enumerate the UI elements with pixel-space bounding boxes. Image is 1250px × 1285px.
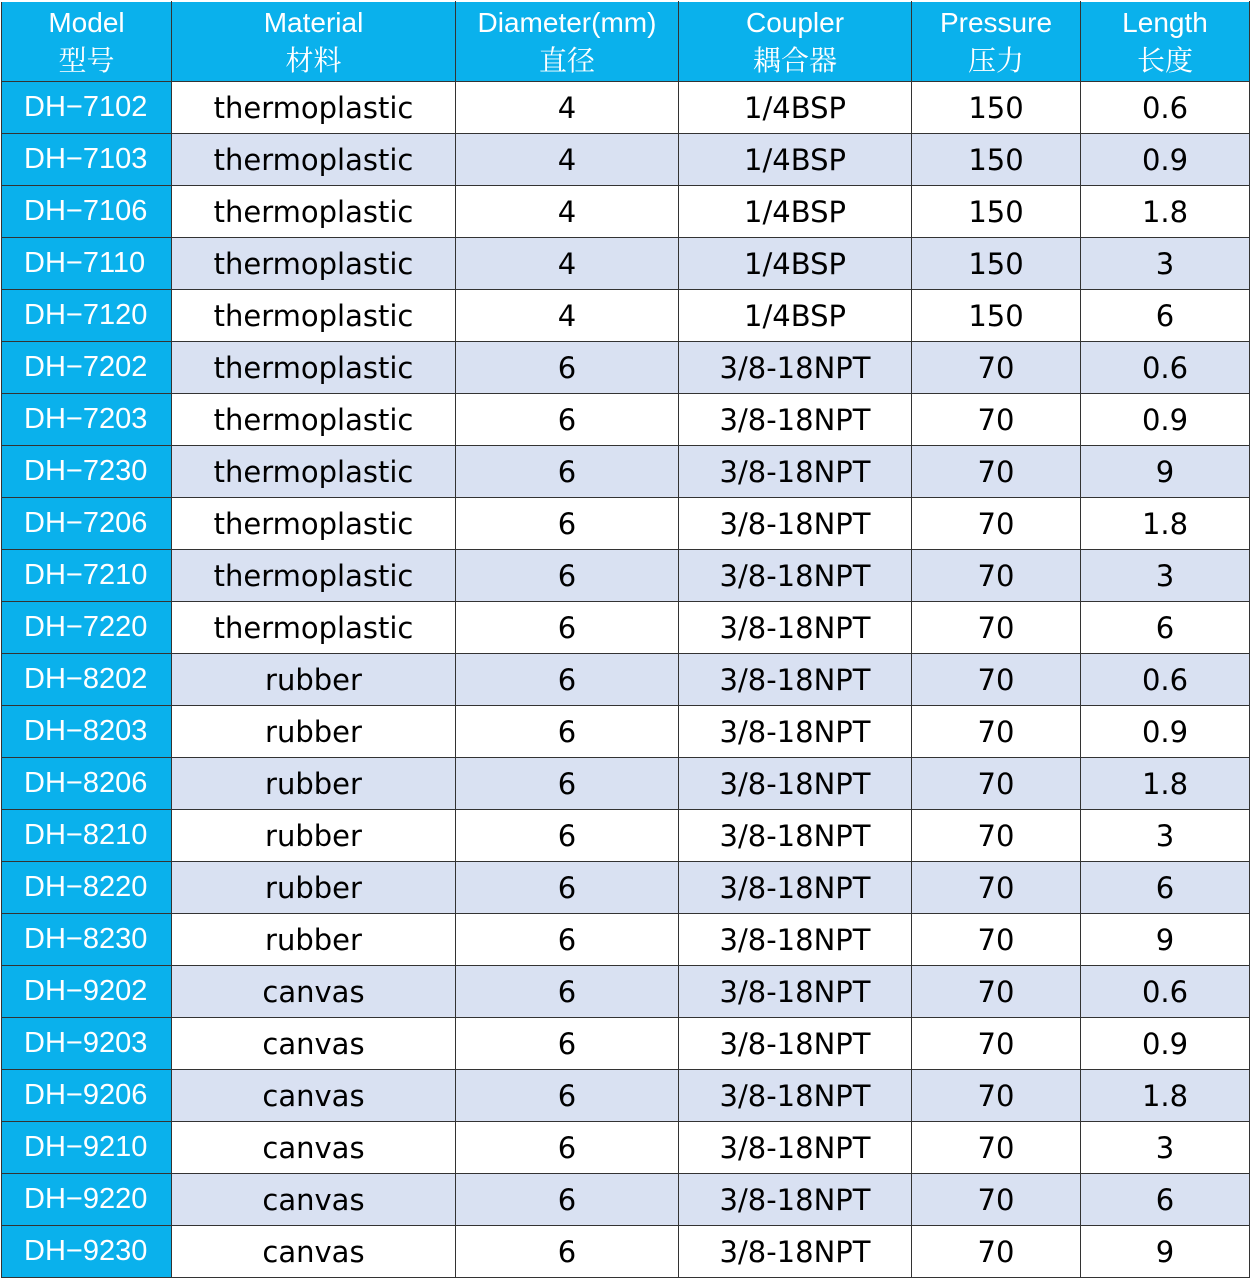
- cell-material: thermoplastic: [172, 394, 456, 446]
- cell-pressure: 70: [912, 602, 1081, 654]
- table-row: [2, 446, 1250, 498]
- cell-length: 0.9: [1081, 706, 1250, 758]
- cell-model: DH−7106: [2, 186, 172, 238]
- cell-coupler: 1/4BSP: [679, 134, 912, 186]
- cell-coupler: 3/8-18NPT: [679, 862, 912, 914]
- table-row: [2, 706, 1250, 758]
- table-row: [2, 498, 1250, 550]
- cell-model: DH−9203: [2, 1018, 172, 1070]
- cell-model: DH−7103: [2, 134, 172, 186]
- cell-material: thermoplastic: [172, 134, 456, 186]
- cell-length: 0.9: [1081, 134, 1250, 186]
- cell-material: thermoplastic: [172, 290, 456, 342]
- header-length: [1081, 2, 1250, 82]
- header-label-en: Coupler: [745, 6, 845, 38]
- cell-length: 6: [1081, 862, 1250, 914]
- table-row: [2, 602, 1250, 654]
- table-row: [2, 758, 1250, 810]
- cell-model: DH−8206: [2, 758, 172, 810]
- table-header: [2, 2, 1250, 82]
- cell-model: DH−7202: [2, 342, 172, 394]
- cell-diameter: 6: [456, 498, 679, 550]
- cell-length: 6: [1081, 1174, 1250, 1226]
- cell-material: thermoplastic: [172, 82, 456, 134]
- header-label-en: Model: [48, 6, 125, 38]
- table-row: [2, 186, 1250, 238]
- header-label-en: Length: [1122, 6, 1208, 38]
- cell-coupler: 3/8-18NPT: [679, 1122, 912, 1174]
- cell-model: DH−8220: [2, 862, 172, 914]
- cell-diameter: 4: [456, 290, 679, 342]
- cell-length: 0.6: [1081, 654, 1250, 706]
- cell-coupler: 3/8-18NPT: [679, 1018, 912, 1070]
- cell-material: rubber: [172, 862, 456, 914]
- table-row: [2, 1018, 1250, 1070]
- cell-length: 0.9: [1081, 394, 1250, 446]
- cell-diameter: 6: [456, 1226, 679, 1278]
- cell-pressure: 70: [912, 550, 1081, 602]
- cell-length: 9: [1081, 446, 1250, 498]
- cell-length: 0.6: [1081, 966, 1250, 1018]
- cell-model: DH−9230: [2, 1226, 172, 1278]
- cell-pressure: 70: [912, 810, 1081, 862]
- cell-material: canvas: [172, 1070, 456, 1122]
- cell-diameter: 4: [456, 82, 679, 134]
- cell-pressure: 70: [912, 966, 1081, 1018]
- table-row: [2, 654, 1250, 706]
- cell-model: DH−7120: [2, 290, 172, 342]
- cell-material: rubber: [172, 654, 456, 706]
- table-row: [2, 1070, 1250, 1122]
- cell-length: 9: [1081, 1226, 1250, 1278]
- cell-material: canvas: [172, 1018, 456, 1070]
- table-body: [2, 82, 1250, 1278]
- cell-coupler: 3/8-18NPT: [679, 1226, 912, 1278]
- cell-length: 3: [1081, 810, 1250, 862]
- table-row: [2, 1226, 1250, 1278]
- cell-coupler: 3/8-18NPT: [679, 914, 912, 966]
- cell-length: 3: [1081, 1122, 1250, 1174]
- cell-coupler: 3/8-18NPT: [679, 1070, 912, 1122]
- cell-pressure: 70: [912, 706, 1081, 758]
- cell-diameter: 6: [456, 810, 679, 862]
- table-row: [2, 290, 1250, 342]
- cell-coupler: 3/8-18NPT: [679, 394, 912, 446]
- cell-diameter: 6: [456, 966, 679, 1018]
- header-coupler: [679, 2, 912, 82]
- cell-pressure: 150: [912, 238, 1081, 290]
- cell-material: thermoplastic: [172, 342, 456, 394]
- cell-pressure: 70: [912, 654, 1081, 706]
- cell-pressure: 70: [912, 914, 1081, 966]
- table-row: [2, 394, 1250, 446]
- cell-diameter: 4: [456, 238, 679, 290]
- cell-diameter: 6: [456, 706, 679, 758]
- cell-pressure: 70: [912, 1226, 1081, 1278]
- cell-model: DH−9220: [2, 1174, 172, 1226]
- table-row: [2, 966, 1250, 1018]
- header-diameter: [456, 2, 679, 82]
- cell-pressure: 70: [912, 1122, 1081, 1174]
- cell-material: rubber: [172, 810, 456, 862]
- cell-coupler: 3/8-18NPT: [679, 654, 912, 706]
- cell-coupler: 3/8-18NPT: [679, 550, 912, 602]
- cell-coupler: 3/8-18NPT: [679, 810, 912, 862]
- cell-diameter: 4: [456, 134, 679, 186]
- cell-coupler: 3/8-18NPT: [679, 706, 912, 758]
- cell-material: thermoplastic: [172, 498, 456, 550]
- table-row: [2, 134, 1250, 186]
- cell-pressure: 70: [912, 1070, 1081, 1122]
- cell-material: canvas: [172, 1226, 456, 1278]
- cell-model: DH−9206: [2, 1070, 172, 1122]
- cell-material: thermoplastic: [172, 602, 456, 654]
- cell-length: 0.6: [1081, 82, 1250, 134]
- header-row: [2, 2, 1250, 82]
- cell-length: 1.8: [1081, 186, 1250, 238]
- cell-model: DH−8202: [2, 654, 172, 706]
- cell-diameter: 6: [456, 342, 679, 394]
- cell-model: DH−7210: [2, 550, 172, 602]
- cell-pressure: 150: [912, 186, 1081, 238]
- table-row: [2, 1122, 1250, 1174]
- cell-coupler: 1/4BSP: [679, 186, 912, 238]
- cell-material: canvas: [172, 1122, 456, 1174]
- header-label-zh: 直径: [538, 44, 595, 76]
- cell-length: 3: [1081, 550, 1250, 602]
- cell-model: DH−8203: [2, 706, 172, 758]
- cell-coupler: 1/4BSP: [679, 290, 912, 342]
- table-row: [2, 550, 1250, 602]
- cell-pressure: 150: [912, 82, 1081, 134]
- cell-coupler: 3/8-18NPT: [679, 758, 912, 810]
- cell-pressure: 70: [912, 1018, 1081, 1070]
- cell-diameter: 6: [456, 758, 679, 810]
- header-label-en: Diameter(mm): [477, 6, 657, 38]
- cell-material: canvas: [172, 1174, 456, 1226]
- cell-diameter: 6: [456, 862, 679, 914]
- cell-diameter: 4: [456, 186, 679, 238]
- cell-pressure: 70: [912, 1174, 1081, 1226]
- cell-material: thermoplastic: [172, 550, 456, 602]
- cell-material: canvas: [172, 966, 456, 1018]
- cell-diameter: 6: [456, 1122, 679, 1174]
- header-label-zh: 型号: [58, 44, 115, 76]
- table-row: [2, 1174, 1250, 1226]
- table-row: [2, 342, 1250, 394]
- spec-table: [1, 1, 1250, 1278]
- cell-diameter: 6: [456, 914, 679, 966]
- cell-pressure: 70: [912, 498, 1081, 550]
- header-label-en: Material: [263, 6, 364, 38]
- cell-pressure: 150: [912, 290, 1081, 342]
- header-label-zh: 压力: [967, 44, 1024, 76]
- cell-length: 1.8: [1081, 758, 1250, 810]
- cell-coupler: 3/8-18NPT: [679, 446, 912, 498]
- header-label-zh: 耦合器: [752, 44, 837, 76]
- cell-length: 9: [1081, 914, 1250, 966]
- cell-diameter: 6: [456, 550, 679, 602]
- header-label-zh: 长度: [1136, 44, 1193, 76]
- cell-model: DH−8230: [2, 914, 172, 966]
- cell-coupler: 3/8-18NPT: [679, 602, 912, 654]
- cell-pressure: 70: [912, 758, 1081, 810]
- cell-material: thermoplastic: [172, 186, 456, 238]
- cell-length: 0.9: [1081, 1018, 1250, 1070]
- cell-diameter: 6: [456, 446, 679, 498]
- cell-coupler: 3/8-18NPT: [679, 1174, 912, 1226]
- cell-length: 1.8: [1081, 1070, 1250, 1122]
- cell-coupler: 3/8-18NPT: [679, 966, 912, 1018]
- cell-model: DH−7220: [2, 602, 172, 654]
- cell-length: 3: [1081, 238, 1250, 290]
- cell-material: rubber: [172, 758, 456, 810]
- cell-diameter: 6: [456, 654, 679, 706]
- header-label-en: Pressure: [939, 6, 1053, 38]
- cell-model: DH−7230: [2, 446, 172, 498]
- cell-material: rubber: [172, 706, 456, 758]
- cell-length: 6: [1081, 290, 1250, 342]
- cell-model: DH−9202: [2, 966, 172, 1018]
- cell-model: DH−7206: [2, 498, 172, 550]
- cell-pressure: 70: [912, 862, 1081, 914]
- cell-model: DH−8210: [2, 810, 172, 862]
- cell-material: thermoplastic: [172, 238, 456, 290]
- cell-diameter: 6: [456, 1174, 679, 1226]
- cell-diameter: 6: [456, 602, 679, 654]
- cell-model: DH−7110: [2, 238, 172, 290]
- cell-coupler: 1/4BSP: [679, 238, 912, 290]
- cell-length: 1.8: [1081, 498, 1250, 550]
- table-row: [2, 810, 1250, 862]
- header-material: [172, 2, 456, 82]
- table-row: [2, 914, 1250, 966]
- table-row: [2, 238, 1250, 290]
- cell-pressure: 150: [912, 134, 1081, 186]
- cell-diameter: 6: [456, 1070, 679, 1122]
- cell-diameter: 6: [456, 394, 679, 446]
- header-pressure: [912, 2, 1081, 82]
- cell-length: 6: [1081, 602, 1250, 654]
- cell-pressure: 70: [912, 394, 1081, 446]
- cell-coupler: 3/8-18NPT: [679, 342, 912, 394]
- cell-material: thermoplastic: [172, 446, 456, 498]
- cell-pressure: 70: [912, 342, 1081, 394]
- cell-model: DH−9210: [2, 1122, 172, 1174]
- cell-coupler: 1/4BSP: [679, 82, 912, 134]
- cell-coupler: 3/8-18NPT: [679, 498, 912, 550]
- cell-length: 0.6: [1081, 342, 1250, 394]
- cell-diameter: 6: [456, 1018, 679, 1070]
- cell-model: DH−7102: [2, 82, 172, 134]
- header-model: [2, 2, 172, 82]
- table-row: [2, 862, 1250, 914]
- cell-pressure: 70: [912, 446, 1081, 498]
- table-row: [2, 82, 1250, 134]
- cell-model: DH−7203: [2, 394, 172, 446]
- header-label-zh: 材料: [285, 44, 342, 76]
- cell-material: rubber: [172, 914, 456, 966]
